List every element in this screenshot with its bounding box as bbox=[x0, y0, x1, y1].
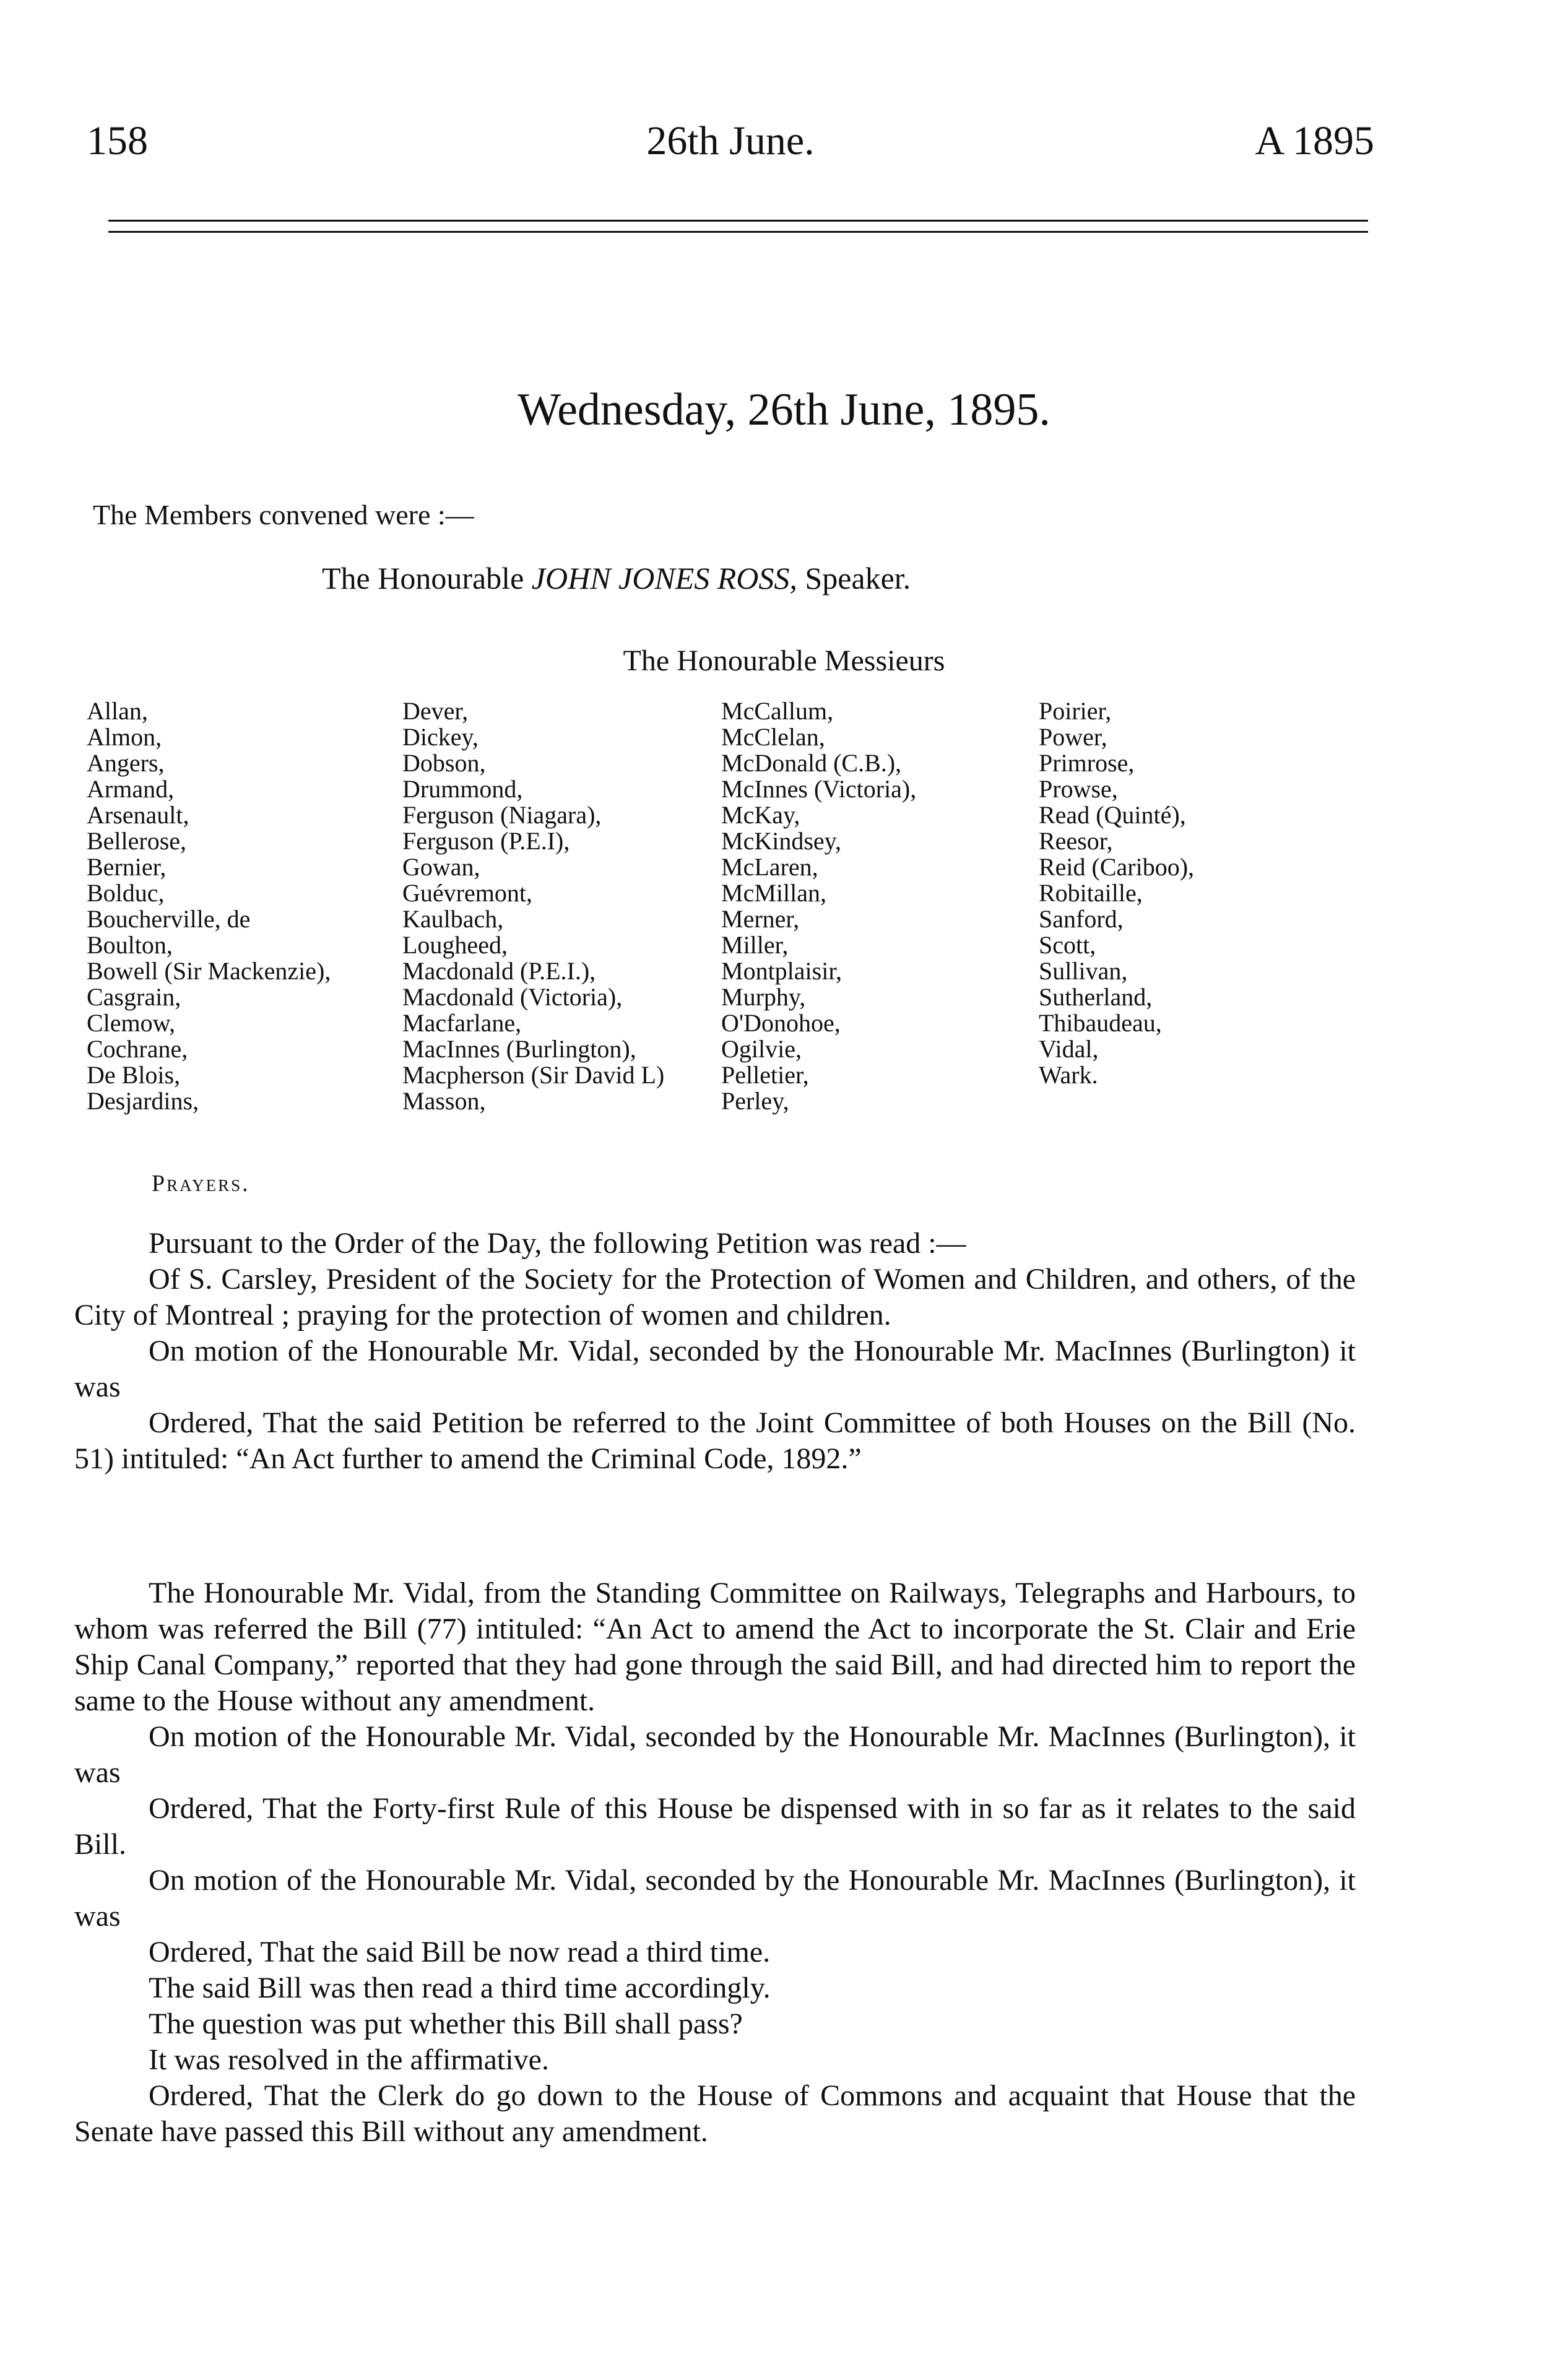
paragraph: Ordered, That the said Petition be referred to the Joint Committee of both Houses on the Bill (No. 51) intituled: “An Act further to amend the Criminal Code, 1892.” bbox=[74, 1406, 1356, 1475]
header-rule-top bbox=[108, 220, 1368, 222]
page-header bbox=[87, 118, 1374, 186]
bill-report-section bbox=[74, 1575, 1356, 2150]
members-column-3 bbox=[721, 698, 916, 1114]
member-name: Macpherson (Sir David L) bbox=[402, 1061, 665, 1089]
members-column-2 bbox=[402, 698, 664, 1114]
member-name: Dickey, bbox=[402, 723, 479, 751]
volume-year: A 1895 bbox=[1255, 118, 1374, 163]
speaker-title: Speaker. bbox=[805, 561, 911, 595]
speaker-name: JOHN JONES ROSS, bbox=[531, 561, 797, 595]
paragraph: The said Bill was then read a third time accordingly. bbox=[149, 1972, 771, 2004]
paragraph: Ordered, That the Forty-first Rule of this House be dispensed with in so far as it relates to the said Bill. bbox=[74, 1792, 1356, 1861]
member-name: De Blois, bbox=[87, 1061, 181, 1089]
member-name: Macdonald (P.E.I.), bbox=[402, 957, 596, 985]
paragraph: The question was put whether this Bill shall pass? bbox=[149, 2007, 743, 2040]
members-convened-label: The Members convened were :— bbox=[93, 499, 474, 530]
member-name: McMillan, bbox=[721, 879, 826, 907]
paragraph: On motion of the Honourable Mr. Vidal, seconded by the Honourable Mr. MacInnes (Burlington), it was bbox=[74, 1720, 1356, 1789]
member-name: Bowell (Sir Mackenzie), bbox=[87, 957, 331, 985]
member-name: Bolduc, bbox=[87, 879, 165, 907]
members-column-1 bbox=[87, 698, 331, 1114]
member-name: Miller, bbox=[721, 931, 789, 959]
member-name: MacInnes (Burlington), bbox=[402, 1035, 636, 1063]
speaker-line bbox=[322, 560, 911, 596]
member-name: Sutherland, bbox=[1039, 983, 1153, 1011]
member-name: McInnes (Victoria), bbox=[721, 775, 917, 803]
member-name: Masson, bbox=[402, 1087, 486, 1115]
member-name: Robitaille, bbox=[1039, 879, 1143, 907]
member-name: Macdonald (Victoria), bbox=[402, 983, 623, 1011]
member-name: Poirier, bbox=[1039, 697, 1112, 725]
member-name: Almon, bbox=[87, 723, 162, 751]
member-name: Angers, bbox=[87, 749, 165, 777]
member-name: McLaren, bbox=[721, 853, 818, 881]
member-name: Dever, bbox=[402, 697, 469, 725]
member-name: Allan, bbox=[87, 697, 148, 725]
member-name: Kaulbach, bbox=[402, 905, 504, 933]
member-name: Drummond, bbox=[402, 775, 523, 803]
member-name: Merner, bbox=[721, 905, 800, 933]
members-column-4 bbox=[1039, 698, 1194, 1088]
speaker-prefix: The Honourable bbox=[322, 561, 524, 595]
member-name: McDonald (C.B.), bbox=[721, 749, 902, 777]
member-name: Casgrain, bbox=[87, 983, 181, 1011]
member-name: Reesor, bbox=[1039, 827, 1113, 855]
member-name: Boucherville, de bbox=[87, 905, 251, 933]
member-name: Arsenault, bbox=[87, 801, 189, 829]
prayers-heading: Prayers. bbox=[152, 1171, 250, 1197]
member-name: Bernier, bbox=[87, 853, 167, 881]
member-name: McKay, bbox=[721, 801, 800, 829]
member-name: Murphy, bbox=[721, 983, 806, 1011]
member-name: Gowan, bbox=[402, 853, 480, 881]
member-name: Ogilvie, bbox=[721, 1035, 802, 1063]
member-name: Lougheed, bbox=[402, 931, 508, 959]
member-name: Bellerose, bbox=[87, 827, 187, 855]
member-name: Sullivan, bbox=[1039, 957, 1128, 985]
member-name: Scott, bbox=[1039, 931, 1096, 959]
paragraph: On motion of the Honourable Mr. Vidal, seconded by the Honourable Mr. MacInnes (Burlington), it was bbox=[74, 1864, 1356, 1933]
member-name: Perley, bbox=[721, 1087, 789, 1115]
member-name: Prowse, bbox=[1039, 775, 1118, 803]
member-name: Ferguson (P.E.I), bbox=[402, 827, 570, 855]
member-name: Dobson, bbox=[402, 749, 486, 777]
member-name: Read (Quinté), bbox=[1039, 801, 1186, 829]
member-name: Primrose, bbox=[1039, 749, 1135, 777]
running-head: 26th June. bbox=[646, 118, 815, 163]
member-name: Montplaisir, bbox=[721, 957, 842, 985]
member-name: Clemow, bbox=[87, 1009, 175, 1037]
member-name: Vidal, bbox=[1039, 1035, 1099, 1063]
member-name: Macfarlane, bbox=[402, 1009, 522, 1037]
member-name: Guévremont, bbox=[402, 879, 532, 907]
member-name: Desjardins, bbox=[87, 1087, 199, 1115]
paragraph: The Honourable Mr. Vidal, from the Standing Committee on Railways, Telegraphs and Harbours, to whom was referred the Bill (77) intituled: “An Act to amend the Act to incorporate the St. Clair and Erie Ship Canal Company,” reported that they had gone through the said Bill, and had directed him to report the same to the House without any amendment. bbox=[74, 1577, 1356, 1717]
member-name: McClelan, bbox=[721, 723, 825, 751]
member-name: Ferguson (Niagara), bbox=[402, 801, 602, 829]
member-name: Power, bbox=[1039, 723, 1107, 751]
paragraph: Ordered, That the said Bill be now read a third time. bbox=[149, 1936, 771, 1968]
paragraph: Pursuant to the Order of the Day, the following Petition was read :— bbox=[149, 1227, 966, 1260]
header-rule-bottom bbox=[108, 231, 1368, 233]
member-name: Armand, bbox=[87, 775, 175, 803]
member-name: McCallum, bbox=[721, 697, 834, 725]
member-name: Thibaudeau, bbox=[1039, 1009, 1162, 1037]
petition-section bbox=[74, 1226, 1356, 1477]
member-name: Sanford, bbox=[1039, 905, 1124, 933]
paragraph: Ordered, That the Clerk do go down to the House of Commons and acquaint that House that the Senate have passed this Bill without any amendment. bbox=[74, 2079, 1356, 2148]
paragraph: On motion of the Honourable Mr. Vidal, seconded by the Honourable Mr. MacInnes (Burlington) it was bbox=[74, 1335, 1356, 1403]
member-name: Cochrane, bbox=[87, 1035, 188, 1063]
messieurs-heading: The Honourable Messieurs bbox=[623, 644, 945, 677]
member-name: Reid (Cariboo), bbox=[1039, 853, 1195, 881]
sitting-date: Wednesday, 26th June, 1895. bbox=[518, 384, 1050, 435]
paragraph: Of S. Carsley, President of the Society for the Protection of Women and Children, and others, of the City of Montreal ; praying for the protection of women and children. bbox=[74, 1263, 1356, 1331]
paragraph: It was resolved in the affirmative. bbox=[149, 2043, 549, 2076]
member-name: Boulton, bbox=[87, 931, 173, 959]
page-number: 158 bbox=[87, 118, 148, 163]
member-name: McKindsey, bbox=[721, 827, 842, 855]
member-name: O'Donohoe, bbox=[721, 1009, 841, 1037]
member-name: Wark. bbox=[1039, 1061, 1098, 1089]
member-name: Pelletier, bbox=[721, 1061, 809, 1089]
